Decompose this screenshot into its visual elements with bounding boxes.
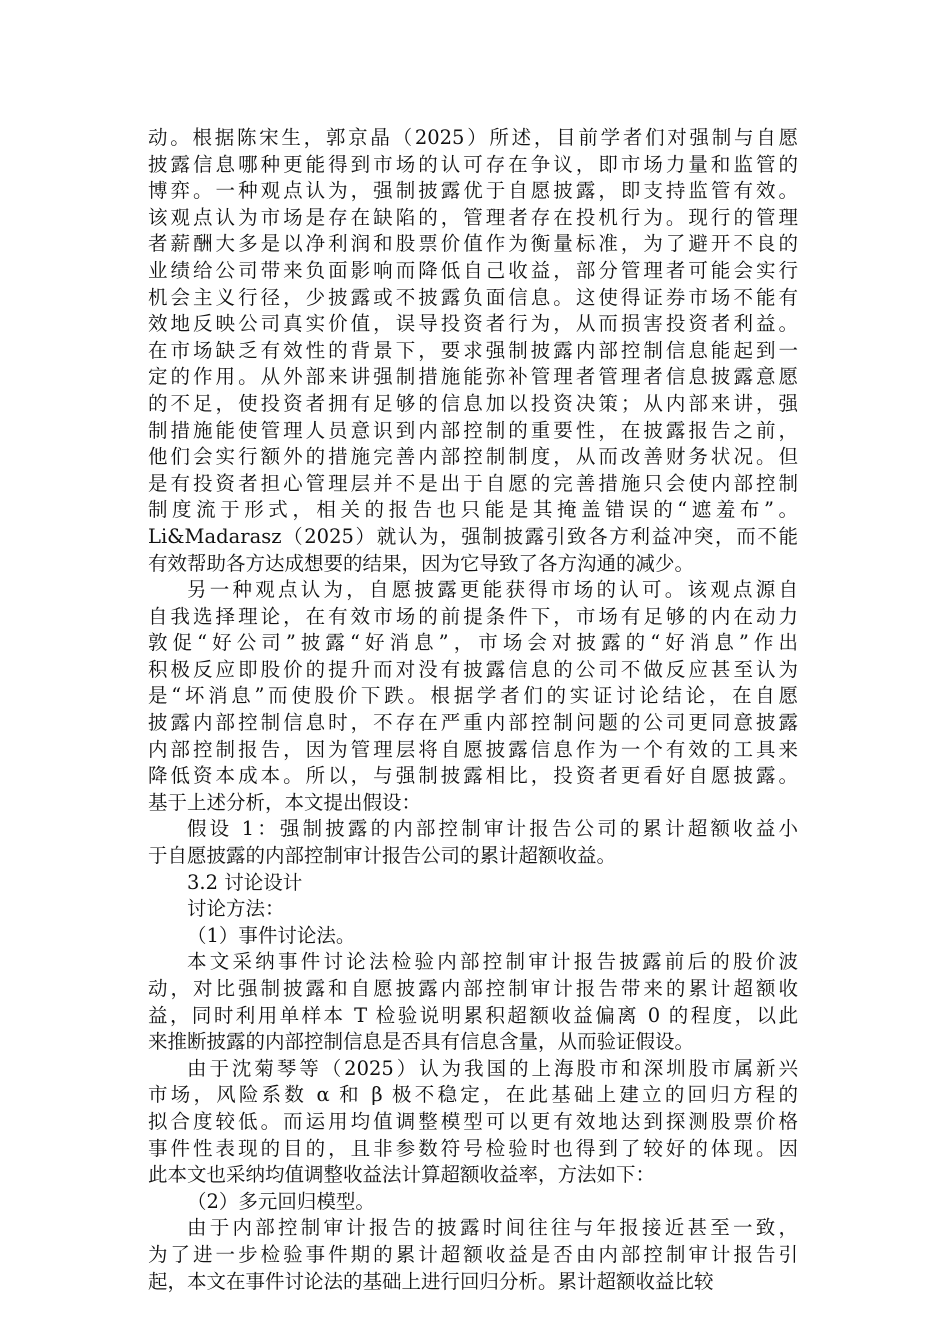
body-text-line: 益，同时利用单样本 T 检验说明累积超额收益偏离 0 的程度，以此 [148,1003,798,1027]
body-text-line: 自我选择理论，在有效市场的前提条件下，市场有足够的内在动力 [148,604,798,628]
section-heading: 3.2 讨论设计 [187,870,303,894]
body-text-line: 效地反映公司真实价值，误导投资者行为，从而损害投资者利益。 [148,312,798,336]
body-text-line: 制措施能使管理人员意识到内部控制的重要性，在披露报告之前， [148,418,798,442]
body-text-line: 本文采纳事件讨论法检验内部控制审计报告披露前后的股价波 [187,950,798,974]
body-text-line: 假设 1：强制披露的内部控制审计报告公司的累计超额收益小 [187,817,798,841]
body-text-line: 披露内部控制信息时，不存在严重内部控制问题的公司更同意披露 [148,711,798,735]
body-text-line: 博弈。一种观点认为，强制披露优于自愿披露，即支持监管有效。 [148,179,798,203]
body-text-line: 此本文也采纳均值调整收益法计算超额收益率，方法如下： [148,1163,656,1187]
body-text-line: 另一种观点认为，自愿披露更能获得市场的认可。该观点源自 [187,578,798,602]
body-text-line: Li&Madarasz（2025）就认为，强制披露引致各方利益冲突，而不能 [148,524,798,548]
body-text-line: 在市场缺乏有效性的背景下，要求强制披露内部控制信息能起到一 [148,338,798,362]
section-heading: （1）事件讨论法。 [187,923,356,947]
body-text-line: 定的作用。从外部来讲强制措施能弥补管理者管理者信息披露意愿 [148,365,798,389]
body-text-line: 动。根据陈宋生，郭京晶（2025）所述，目前学者们对强制与自愿 [148,126,798,149]
body-text-line: 为了进一步检验事件期的累计超额收益是否由内部控制审计报告引 [148,1242,798,1266]
body-text-line: 机会主义行径，少披露或不披露负面信息。这使得证券市场不能有 [148,285,798,309]
body-text-line: 由于内部控制审计报告的披露时间往往与年报接近甚至一致， [187,1216,798,1240]
body-text-line: 他们会实行额外的措施完善内部控制制度，从而改善财务状况。但 [148,445,798,469]
body-text-line: 事件性表现的目的，且非参数符号检验时也得到了较好的体现。因 [148,1136,798,1160]
body-text-line: 积极反应即股价的提升而对没有披露信息的公司不做反应甚至认为 [148,657,798,681]
body-text-line: 基于上述分析，本文提出假设： [148,790,422,814]
body-text-line: 拟合度较低。而运用均值调整模型可以更有效地达到探测股票价格 [148,1109,798,1133]
body-text-line: 者薪酬大多是以净利润和股票价值作为衡量标准，为了避开不良的 [148,232,798,256]
body-text-line: 降低资本成本。所以，与强制披露相比，投资者更看好自愿披露。 [148,764,798,788]
body-text-line: 起，本文在事件讨论法的基础上进行回归分析。累计超额收益比较 [148,1269,714,1293]
body-text-line: 由于沈菊琴等（2025）认为我国的上海股市和深圳股市属新兴 [187,1056,798,1080]
body-text-line: 动，对比强制披露和自愿披露内部控制审计报告带来的累计超额收 [148,977,798,1000]
section-heading: 讨论方法： [187,897,285,921]
body-text-line: 制度流于形式，相关的报告也只能是其掩盖错误的“遮羞布”。 [148,498,798,522]
body-text-line: 是“坏消息”而使股价下跌。根据学者们的实证讨论结论，在自愿 [148,684,798,708]
body-text-line: 披露信息哪种更能得到市场的认可存在争议，即市场力量和监管的 [148,152,798,176]
body-text-line: 市场，风险系数 α 和 β 极不稳定，在此基础上建立的回归方程的 [148,1083,798,1107]
body-text-line: 该观点认为市场是存在缺陷的，管理者存在投机行为。现行的管理 [148,205,798,229]
body-text-line: 内部控制报告，因为管理层将自愿披露信息作为一个有效的工具来 [148,737,798,761]
body-text-line: 来推断披露的内部控制信息是否具有信息含量，从而验证假设。 [148,1030,695,1054]
body-text-line: 有效帮助各方达成想要的结果，因为它导致了各方沟通的减少。 [148,551,695,575]
section-heading: （2）多元回归模型。 [187,1189,375,1213]
document-page [148,125,798,1295]
body-text-line: 敦促“好公司”披露“好消息”，市场会对披露的“好消息”作出 [148,631,798,655]
body-text-line: 是有投资者担心管理层并不是出于自愿的完善措施只会使内部控制 [148,471,798,495]
body-text-line: 的不足，使投资者拥有足够的信息加以投资决策；从内部来讲，强 [148,391,798,415]
body-text-line: 业绩给公司带来负面影响而降低自己收益，部分管理者可能会实行 [148,258,798,282]
body-text-line: 于自愿披露的内部控制审计报告公司的累计超额收益。 [148,844,617,868]
